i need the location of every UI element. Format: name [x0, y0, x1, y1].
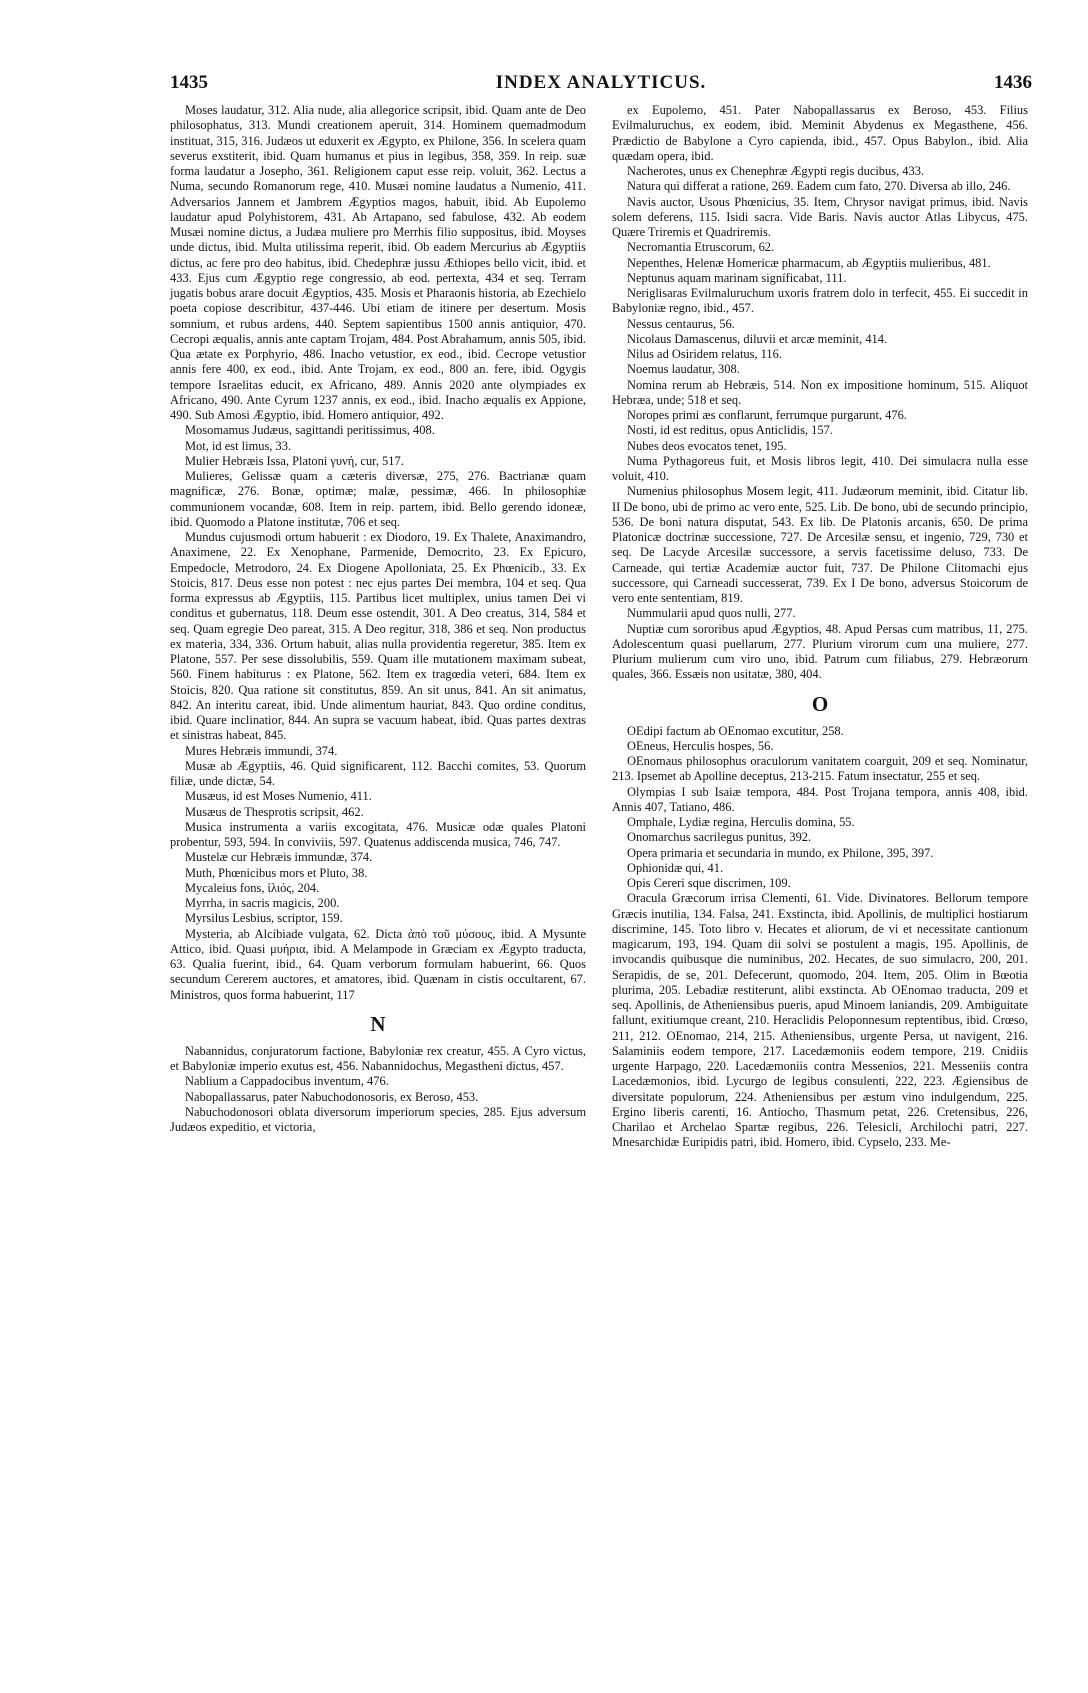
index-entry: Ophionidæ qui, 41.: [627, 860, 724, 875]
page-header: [170, 72, 1032, 98]
right-entries-n: [612, 103, 1028, 683]
index-entry: OEnomaus philosophus oraculorum vanitatem coarguit, 209 et seq. Nominatur, 213. Ipsemet ab Apolline deceptus, 213-215. Fatum insectatur, 255 et seq.: [612, 754, 1028, 784]
index-entry: Moses laudatur, 312. Alia nude, alia allegorice scripsit, ibid. Quam ante de Deo philosophatus, 313. Mundi creationem aperuit, 314. Hominem quemadmodum instituat, 315, 316. Judæos ut eduxerit ex Ægypto, ex Philone, 356. In scelera quam severus exstiterit, ibid. Quam humanus et pius in legibus, 358, 359. In reip. suæ forma laudatur a Josepho, 361. Religionem caput esse reip. voluit, 362. Lectus a Numa, secundo Romanorum rege, 410. Musæi nomine laudatus a Numenio, 411. Adversarios Jannem et Jambrem Ægyptios magos, habuit, ibid. Ab Eupolemo laudatur apud Polyhistorem, 431. Ab Artapano, sed fabulose, 432. Ab eodem Musæi nomine dictus, a Judæa muliere pro Merrhis filio suppositus, ibid. Moyses unde dictus, ibid. Multa utilissima reperit, ibid. Ob eadem Mercurius ab Ægyptiis dictus, ac fere pro deo habitus, ibid. Chedephræ jussu Æthiopes bello vicit, ibid. et 433. Ejus cum Ægyptio rege congressio, ab eod. pertexta, 434 et seq. Terram jugatis bobus arare docuit Ægyptios, 435. Mosis et Pharaonis historia, ab Ezechielo poeta copiose describitur, 437-446. Ubi etiam de itinere per desertum. Mosis somnium, et rubus ardens, 440. Septem sapientibus 1500 annis antiquior, 470. Cecropi æqualis, annis ante captam Trojam, 484. Post Abrahamum, annis 505, ibid. Qua ætate ex Porphyrio, 486. Inacho vetustior, ex eod., ibid. Cecrope vetustior annis fere 400, ex eod., ibid. Ante Trojam, ex eod., 800 an. fere, ibid. Ogygis tempore Israelitas educit, ex Africano, 489. Annis 2020 ante olympiades ex Africano, 490. Ante Cyrum 1237 annis, ex eod., ibid. Inacho æqualis ex Appione, 490. Sub Amosi Ægyptio, ibid. Homero antiquior, 492.: [170, 103, 586, 422]
index-entry: Numa Pythagoreus fuit, et Mosis libros legit, 410. Dei simulacra nulla esse voluit, 410.: [612, 453, 1028, 483]
left-column: [170, 103, 586, 1135]
index-entry: Onomarchus sacrilegus punitus, 392.: [627, 830, 812, 845]
index-entry: Noropes primi æs conflarunt, ferrumque purgarunt, 476.: [627, 408, 907, 422]
index-entry: Musæus, id est Moses Numenio, 411.: [185, 789, 372, 804]
left-entries-m: [170, 103, 586, 1003]
index-entry: Necromantia Etruscorum, 62.: [627, 240, 775, 255]
index-entry: Nessus centaurus, 56.: [627, 316, 735, 331]
index-entry: Myrrha, in sacris magicis, 200.: [185, 896, 340, 910]
index-entry: Opera primaria et secundaria in mundo, ex Philone, 395, 397.: [627, 845, 934, 860]
index-entry: Neptunus aquam marinam signíficabat, 111.: [627, 270, 847, 285]
index-entry: Oracula Græcorum irrisa Clementi, 61. Vide. Divinatores. Bellorum tempore Græcis inutilia, 134. Falsa, 241. Exstincta, ibid. Apollinis, de multiplici hostiarum discrimine, 145. Toto libro v. Hecates et aliorum, de vi et necessitate cantionum magicarum, 193, 194. Quam dii solvi se postulent a magis, 195. Apollinis, de invocandis quibusque die numinibus, 202. Hecates, de suo simulacro, 200, 201. Serapidis, de se, 201. Defecerunt, quomodo, 204. Item, 205. Olim in Bœotia plurima, 205. Lebadiæ restiterunt, alibi exstincta. Ab OEnomao traducta, 209 et seq. Apollinis, de Atheniensibus pueris, apud Minoem laniandis, 209. Ambiguitate fallunt, exitiumque creant, 210. Heraclidis Peloponnesum reptentibus, ibid. Crœso, 211, 212. OEnomao, 214, 215. Atheniensibus, urgente Persa, ut navigent, 216. Salaminiis eodem tempore, 217. Lacedæmoniis eodem tempore, 219. Cnidiis urgente Harpago, 220. Lacedæmoniis contra Messenios, 221. Messeniis contra Lacedæmonios, ibid. Lycurgo de legibus consulenti, 222, 223. Ægiensibus de diversitate populorum, 224. Atheniensibus per æstum vino indulgendum, 225. Ergino liberis carenti, 16. Antiocho, Thasmum petat, 226. Cretensibus, 226, Charilao et Archelao Spartæ regibus, 226. Telesicli, Archilochi patri, 227. Mnesarchidæ Euripidis patri, ibid. Homero, ibid. Cypselo, 233. Me-: [612, 891, 1028, 1150]
index-entry: Nablium a Cappadocibus inventum, 476.: [185, 1074, 389, 1089]
index-entry: OEdipi factum ab OEnomao excutitur, 258.: [627, 723, 844, 738]
index-entry: ex Eupolemo, 451. Pater Nabopallassarus ex Beroso, 453. Filius Evilmaluruchus, ex eodem, ibid. Meminit Abydenus ex Megasthene, 456. Prædictio de Babylone a Cyro capienda, ibid., 457. Opus Babylon., ibid. Alia quædam opera, ibid.: [612, 103, 1028, 163]
index-entry: Musæ ab Ægyptiis, 46. Quid significarent, 112. Bacchi comites, 53. Quorum filiæ, unde dictæ, 54.: [170, 758, 586, 788]
index-entry: Numenius philosophus Mosem legit, 411. Judæorum meminit, ibid. Citatur lib. II De bono, ubi de primo ac vero ente, 525. Lib. De bono, ubi de secundo principio, 536. De boni natura disputat, 543. Ex lib. De Platonis arcanis, 650. De prima Platonicæ doctrinæ successione, 727. De Arcesilæ sensu, et ingenio, 729, 730 et seq. De Lacyde Arcesilæ successore, a servis facetissime deluso, 733. De Carneade, qui tertiæ Academiæ auctor fuit, 737. De Philone Clitomachi ejus successore, qui Carneadi successerat, 739. Ex I De bono, adversus Stoicorum de vero ente sententiam, 819.: [612, 484, 1028, 605]
index-entry: Nummularii apud quos nulli, 277.: [627, 606, 796, 621]
index-entry: Myrsilus Lesbius, scriptor, 159.: [185, 911, 343, 926]
index-entry: Musæus de Thesprotis scripsit, 462.: [185, 804, 364, 819]
index-entry: Nuptiæ cum sororibus apud Ægyptios, 48. Apud Persas cum matribus, 11, 275. Adolescentum quasi puellarum, 277. Plurium virorum cum una muliere, 277. Plurium mulierum cum viro uno, ibid. Patrum cum filiabus, 279. Hebræorum quales, 366. Essæis non usitatæ, 380, 404.: [612, 621, 1028, 682]
index-entry: Nabuchodonosori oblata diversorum imperiorum species, 285. Ejus adversum Judæos expeditio, et victoria,: [170, 1104, 586, 1134]
index-entry: Mosomamus Judæus, sagittandi peritissimus, 408.: [185, 423, 435, 438]
index-entry: Nabopallassarus, pater Nabuchodonosoris, ex Beroso, 453.: [185, 1089, 479, 1104]
right-column: [612, 103, 1028, 1151]
index-entry: Nosti, id est reditus, opus Anticlidis, 157.: [627, 423, 833, 438]
index-entry: Nilus ad Osiridem relatus, 116.: [627, 347, 782, 361]
index-entry: Musica instrumenta a variis excogitata, 476. Musicæ odæ quales Platoni probentur, 593, 594. In conviviis, 597. Quatenus addiscenda musica, 746, 747.: [170, 819, 586, 849]
index-entry: Mycaleius fons, ἰλιός, 204.: [185, 880, 320, 895]
index-entry: Noemus laudatur, 308.: [627, 362, 740, 377]
index-entry: Nabannidus, conjuratorum factione, Babyloniæ rex creatur, 455. A Cyro victus, et Babyloniæ imperio exutus est, 456. Nabannidochus, Megastheni dictus, 457.: [170, 1043, 586, 1073]
index-entry: Omphale, Lydiæ regina, Herculis domina, 55.: [627, 815, 855, 829]
index-entry: Mulieres, Gelissæ quam a cæteris diversæ, 275, 276. Bactrianæ quam magnificæ, 276. Bonæ, optimæ; malæ, pessimæ, 466. In philosophiæ communionem vocandæ, 608. Item in reip. partem, ibid. Bello gerendo idoneæ, ibid. Quomodo a Platone institutæ, 706 et seq.: [170, 469, 586, 529]
index-entry: Nomina rerum ab Hebræis, 514. Non ex impositione hominum, 515. Aliquot Hebræa, unde; 518 et seq.: [612, 377, 1028, 407]
index-entry: Nepenthes, Helenæ Homericæ pharmacum, ab Ægyptiis mulieribus, 481.: [627, 255, 991, 270]
index-entry: Nacherotes, unus ex Chenephræ Ægypti regis ducibus, 433.: [627, 164, 925, 178]
index-entry: Opis Cereri sque discrimen, 109.: [627, 876, 791, 890]
index-entry: Mot, id est limus, 33.: [185, 438, 292, 453]
letter-heading-o: O: [811, 691, 829, 716]
index-entry: Mustelæ cur Hebræis immundæ, 374.: [185, 850, 373, 865]
right-page-number: 1436: [994, 72, 1032, 93]
index-entry: Muth, Phœnicibus mors et Pluto, 38.: [185, 865, 368, 880]
index-entry: Mures Hebræis immundi, 374.: [185, 743, 338, 758]
left-entries-n: [170, 1044, 586, 1136]
index-entry: Olympias I sub Isaiæ tempora, 484. Post Trojana tempora, annis 408, ibid. Annis 407, Tatiano, 486.: [612, 784, 1028, 814]
index-entry: OEneus, Herculis hospes, 56.: [627, 738, 774, 753]
index-entry: Natura qui differat a ratione, 269. Eadem cum fato, 270. Diversa ab illo, 246.: [627, 179, 1011, 194]
left-page-number: 1435: [170, 72, 208, 93]
letter-heading-n: N: [370, 1011, 386, 1036]
index-entry: Navis auctor, Usous Phœnicius, 35. Item, Chrysor navigat primus, ibid. Navis solem deferens, 115. Isidi sacra. Vide Baris. Navis auctor Atlas Libycus, 475. Quære Triremis et Quadriremis.: [612, 194, 1028, 239]
index-entry: Neriglisaras Evilmaluruchum uxoris fratrem dolo in terfecit, 455. Ei succedit in Babyloniæ regno, ibid., 457.: [612, 286, 1028, 316]
right-entries-o: [612, 724, 1028, 1151]
index-entry: Nubes deos evocatos tenet, 195.: [627, 438, 787, 453]
running-title: INDEX ANALYTICUS.: [495, 72, 707, 93]
index-entry: Nicolaus Damascenus, diluvii et arcæ meminit, 414.: [627, 331, 888, 346]
index-entry: Mysteria, ab Alcibiade vulgata, 62. Dicta ἀπὸ τοῦ μύσους, ibid. A Mysunte Attico, ibid. Quasi μυήρια, ibid. A Melampode in Græciam ex Ægypto traducta, 63. Qualia fuerint, ibid., 64. Quam verborum formulam habuerint, 66. Quos secundum Cererem auctores, et amatores, ibid. Quænam in cistis occultarent, 67. Ministros, quos forma habuerint, 117: [170, 926, 586, 1002]
index-entry: Mulier Hebræis Issa, Platoni γυνή, cur, 517.: [185, 453, 404, 468]
index-entry: Mundus cujusmodi ortum habuerit : ex Diodoro, 19. Ex Thalete, Anaximandro, Anaximene, 22. Ex Xenophane, Parmenide, Democrito, 23. Ex Epicuro, Empedocle, Metrodoro, 24. Ex Diogene Apolloniata, 25. Ex Phœnicib., 33. Ex Stoicis, 817. Deus esse non potest : nec ejus partes Dei membra, 104 et seq. Qua forma expressus ab Ægyptiis, 115. Partibus licet multiplex, unius tamen Dei vi conditus et gubernatus, 118. Deum esse ostendit, 301. A Deo creatus, 314, 584 et seq. Quam egregie Deo pareat, 315. A Deo regitur, 318, 386 et seq. Non productus ex materia, 334, 336. Ortum habuit, alias nulla providentia regeretur, 385. Item ex Platone, 557. Per sese dissolubilis, 559. Quam ille mutationem maximam subeat, 560. Finem habiturus : ex Platone, 562. Item ex tragœdia veteri, 684. Item ex Stoicis, 820. Qua ratione sit constitutus, 859. An sit unus, 841. An sit animatus, 842. An interitu careat, ibid. Unde alimentum hauriat, 843. Quo ordine conditus, ibid. Quare inclinatior, 844. An supra se vacuum habeat, ibid. Quas partes dextras et sinistras habeat, 845.: [170, 530, 586, 743]
